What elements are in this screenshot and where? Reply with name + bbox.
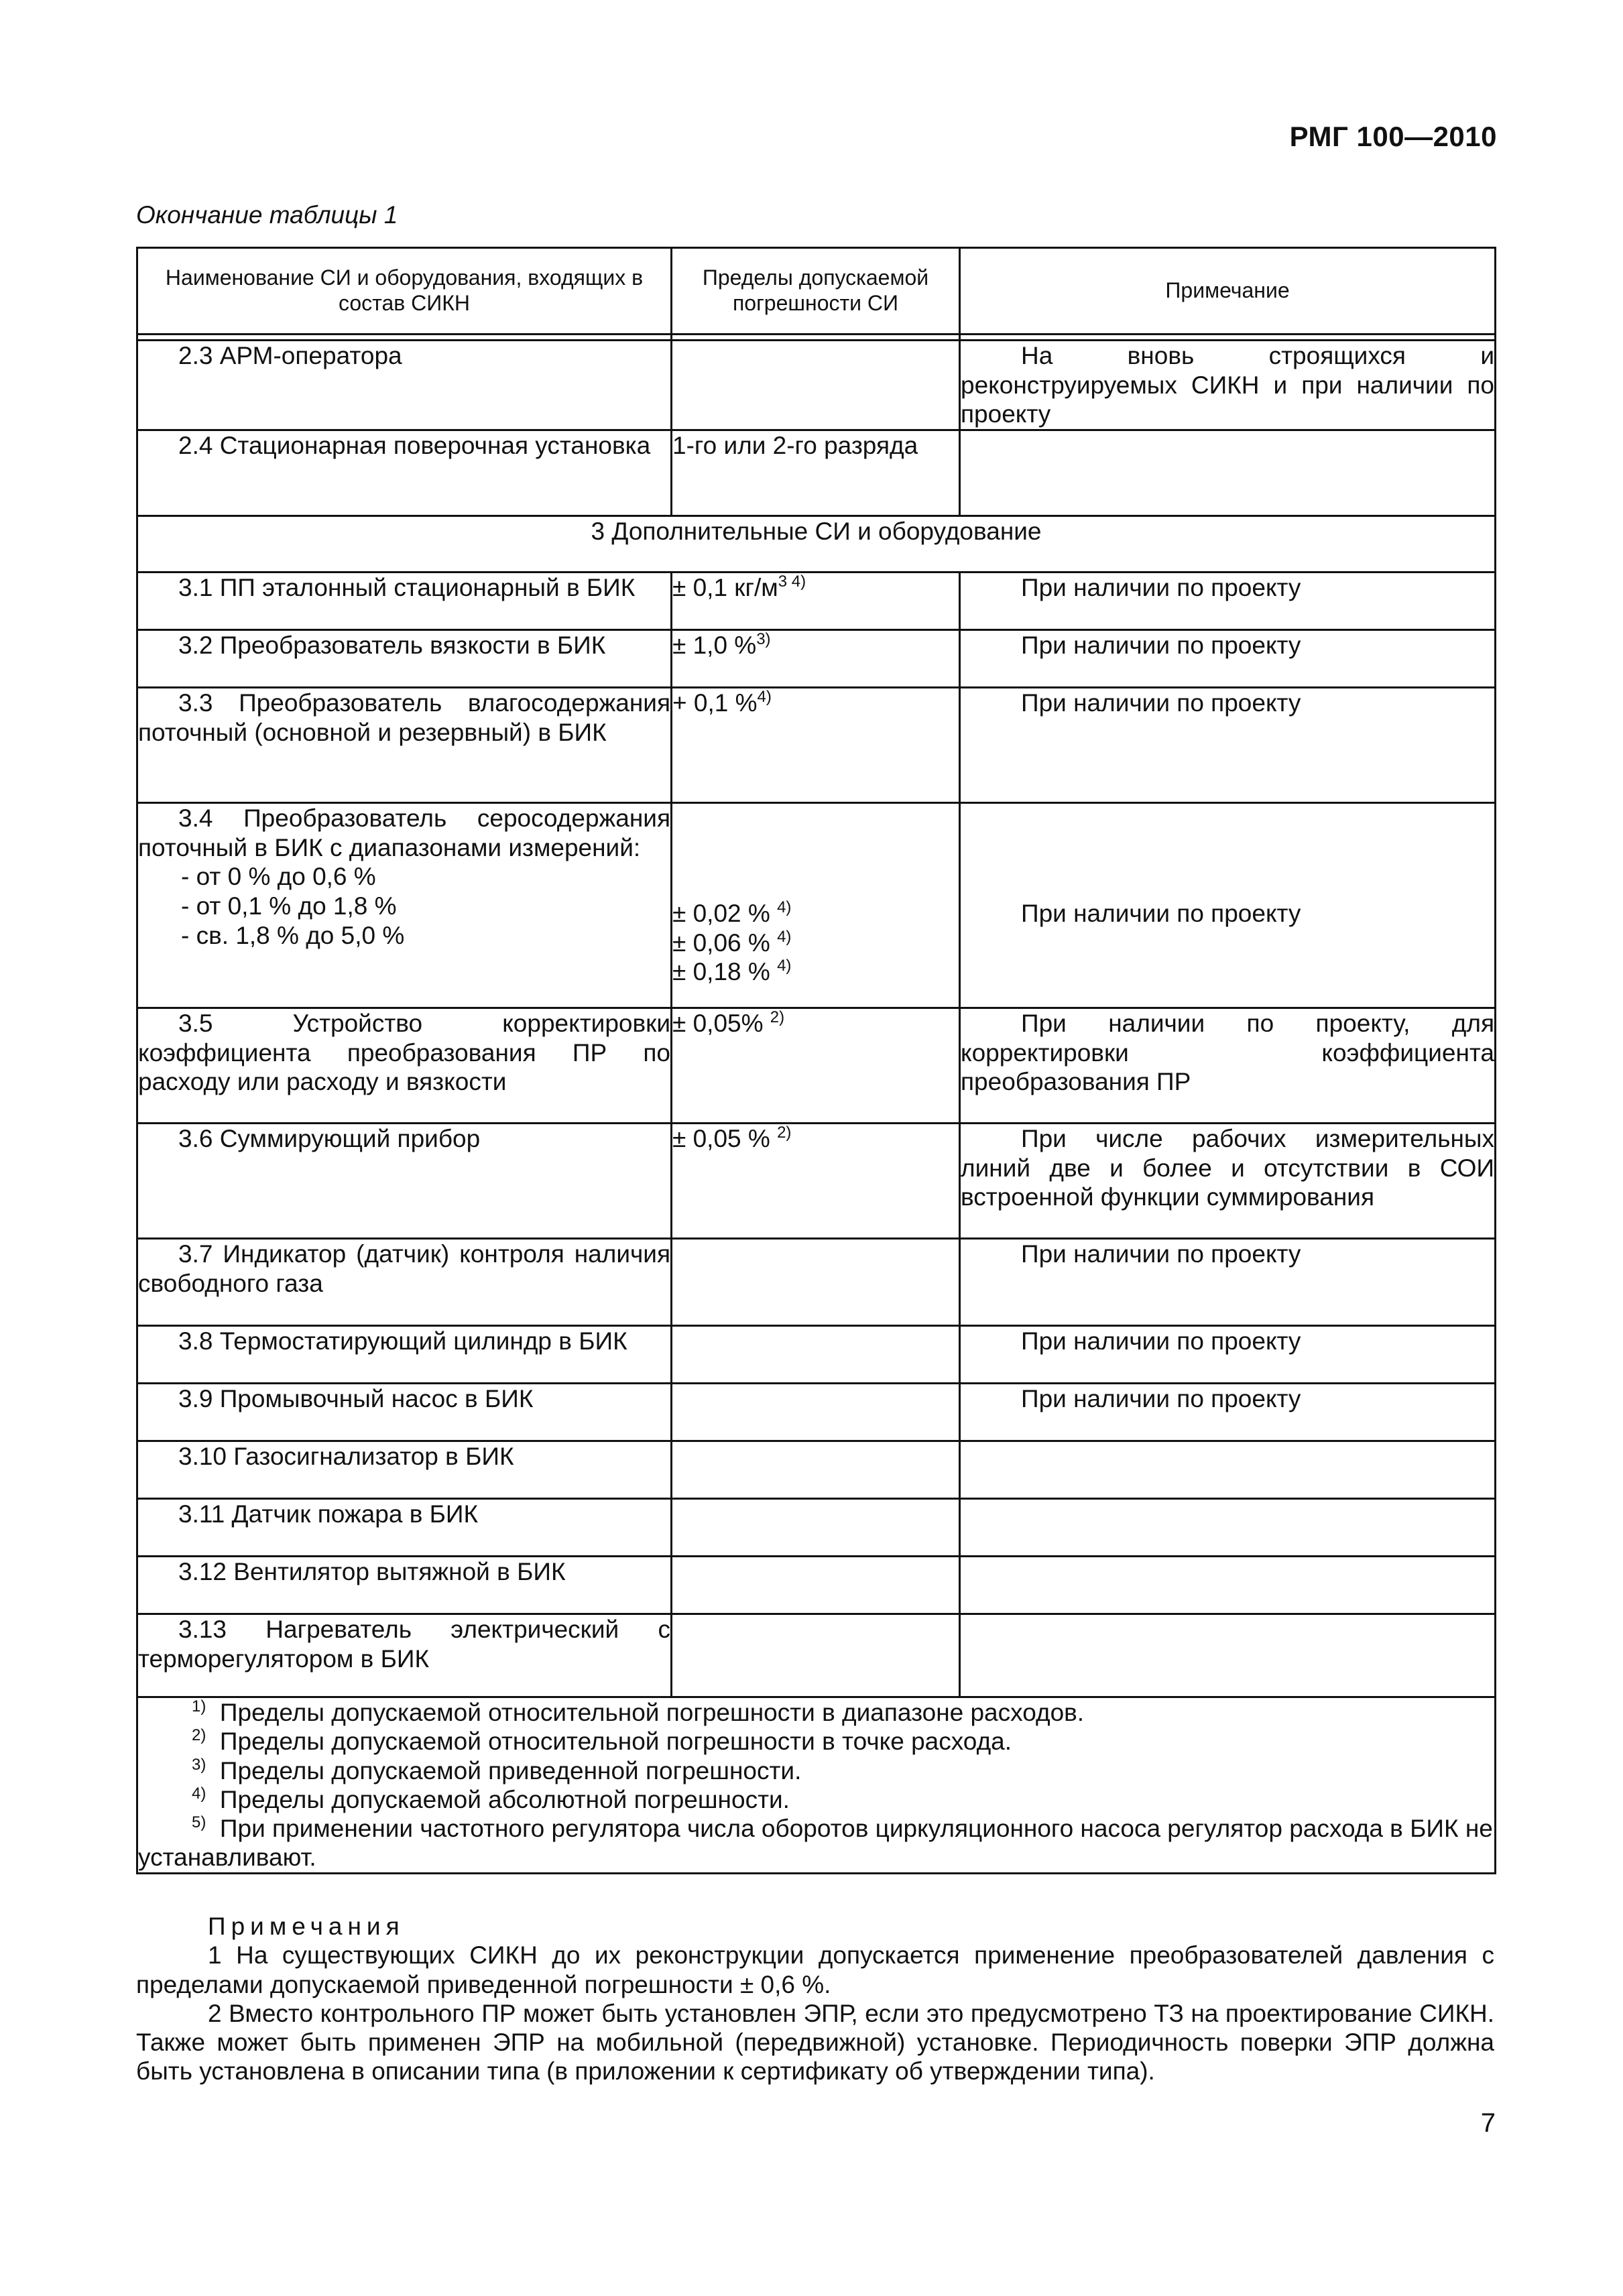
table-row (137, 1008, 1496, 1123)
row-note: При наличии по проекту (960, 1238, 1496, 1325)
row-name: 3.1 ПП эталонный стационарный в БИК (137, 572, 672, 629)
row-name: 3.7 Индикатор (датчик) контроля наличия свободного газа (137, 1238, 672, 1325)
note-item: 1 На существующих СИКН до их реконструкции допускается применение преобразователей давления с пределами допускаемой приведенной погрешности ± 0,6 %. (136, 1941, 1494, 1998)
row-note: При наличии по проекту (960, 572, 1496, 629)
footnote-ref: 4) (757, 687, 772, 706)
footnote: $^{3)}$ Пределы допускаемой приведенной погрешности. (192, 1755, 802, 1785)
row-name: 3.11 Датчик пожара в БИК (137, 1498, 672, 1556)
row-tolerance: ± 1,0 %$^{3)}$ (672, 629, 960, 687)
footnote-ref: 2) (777, 1123, 792, 1142)
row-tolerance (672, 1238, 960, 1325)
row-name: 3.8 Термостатирующий цилиндр в БИК (137, 1325, 672, 1383)
table-row (137, 1556, 1496, 1614)
table-footnotes (137, 1697, 1496, 1873)
row-name: 2.4 Стационарная поверочная установка (137, 430, 672, 516)
table-row (137, 1325, 1496, 1383)
column-header-note: Примечание (960, 248, 1496, 335)
row-tolerance (672, 1556, 960, 1614)
table-row (137, 802, 1496, 1008)
row-name: 3.2 Преобразователь вязкости в БИК (137, 629, 672, 687)
row-note (960, 1556, 1496, 1614)
row-tolerance (672, 1325, 960, 1383)
table-row (137, 572, 1496, 629)
table-row (137, 1123, 1496, 1238)
page-number: 7 (1480, 2108, 1496, 2138)
footnote-ref: 4) (777, 927, 792, 946)
footnotes-row (137, 1697, 1496, 1873)
row-tolerance: ± 0,02 % $^{4)}$ ± 0,06 % $^{4)}$ ± 0,18 % $^{4)}$ (672, 802, 960, 1008)
row-note: На вновь строящихся и реконструируемых СИКН и при наличии по проекту (960, 341, 1496, 430)
row-name: 3.13 Нагреватель электрический с терморегулятором в БИК (137, 1614, 672, 1697)
row-tolerance: ± 0,05% $^{2)}$ (672, 1008, 960, 1123)
table-row (137, 687, 1496, 802)
range-item: - св. 1,8 % до 5,0 % (181, 921, 405, 949)
row-note: При наличии по проекту (960, 629, 1496, 687)
footnote: $^{2)}$ Пределы допускаемой относительной погрешности в точке расхода. (192, 1726, 1012, 1756)
row-name: 3.5 Устройство корректировки коэффициента преобразования ПР по расходу или расходу и вязкости (137, 1008, 672, 1123)
table-row (137, 341, 1496, 430)
row-note (960, 1498, 1496, 1556)
row-tolerance: ± 0,1 $кг/м^{3 4)}$ (672, 572, 960, 629)
footnote: $^{1)}$ Пределы допускаемой относительной погрешности в диапазоне расходов. (192, 1697, 1085, 1726)
column-header-tolerance: Пределы допускаемой погрешности СИ (672, 248, 960, 335)
notes-title: Примечания (208, 1913, 405, 1940)
document-code: РМГ 100—2010 (1289, 121, 1497, 152)
footnote-ref: 2) (770, 1008, 785, 1026)
section-title: 3 Дополнительные СИ и оборудование (137, 516, 1496, 572)
range-item: - от 0 % до 0,6 % (181, 863, 376, 891)
row-name: 3.12 Вентилятор вытяжной в БИК (137, 1556, 672, 1614)
footnote: $^{5)}$ При применении частотного регулятора числа оборотов циркуляционного насоса регулятор расхода в БИК не устанавливают. (138, 1813, 1493, 1872)
row-note: При наличии по проекту, для корректировки коэффициента преобразования ПР (960, 1008, 1496, 1123)
table-row (137, 1383, 1496, 1441)
table-row (137, 629, 1496, 687)
footnote: $^{4)}$ Пределы допускаемой абсолютной погрешности. (192, 1784, 790, 1813)
row-note: При наличии по проекту (960, 802, 1496, 1008)
table-caption: Окончание таблицы 1 (136, 201, 398, 229)
row-tolerance: 1-го или 2-го разряда (672, 430, 960, 516)
footnote-ref: 3 4) (778, 572, 806, 591)
column-header-name: Наименование СИ и оборудования, входящих в состав СИКН (137, 248, 672, 335)
footnote-ref: 3) (756, 629, 771, 648)
row-tolerance (672, 341, 960, 430)
row-tolerance (672, 1498, 960, 1556)
range-item: - от 0,1 % до 1,8 % (181, 892, 397, 920)
table-row (137, 1238, 1496, 1325)
row-tolerance: + 0,1 %$^{4)}$ (672, 687, 960, 802)
table-row (137, 1498, 1496, 1556)
row-tolerance: ± 0,05 % $^{2)}$ (672, 1123, 960, 1238)
row-name: 3.9 Промывочный насос в БИК (137, 1383, 672, 1441)
row-name: 2.3 АРМ-оператора (137, 341, 672, 430)
row-note: При наличии по проекту (960, 1325, 1496, 1383)
row-note (960, 1614, 1496, 1697)
row-tolerance (672, 1441, 960, 1498)
footnote-ref: 4) (777, 898, 792, 916)
row-name: 3.10 Газосигнализатор в БИК (137, 1441, 672, 1498)
note-item: 2 Вместо контрольного ПР может быть установлен ЭПР, если это предусмотрено ТЗ на проектирование СИКН. Также может быть применен ЭПР на мобильной (передвижной) установке. Периодичность поверки ЭПР должна быть установлена в описании типа (в приложении к сертификату об утверждении типа). (136, 1999, 1494, 2086)
table-header-row (137, 248, 1496, 335)
table-row (137, 430, 1496, 516)
table-row (137, 1614, 1496, 1697)
table-row (137, 1441, 1496, 1498)
row-name: 3.3 Преобразователь влагосодержания поточный (основной и резервный) в БИК (137, 687, 672, 802)
notes-block (136, 1912, 1494, 2086)
equipment-table (136, 247, 1496, 1874)
row-note (960, 430, 1496, 516)
row-note: При наличии по проекту (960, 687, 1496, 802)
section-row (137, 516, 1496, 572)
header-separator (137, 335, 1496, 341)
row-tolerance (672, 1383, 960, 1441)
footnote-ref: 4) (777, 957, 792, 975)
row-name: 3.6 Суммирующий прибор (137, 1123, 672, 1238)
row-note: При наличии по проекту (960, 1383, 1496, 1441)
row-note (960, 1441, 1496, 1498)
row-note: При числе рабочих измерительных линий две и более и отсутствии в СОИ встроенной функции суммирования (960, 1123, 1496, 1238)
row-tolerance (672, 1614, 960, 1697)
row-name: 3.4 Преобразователь серосодержания поточный в БИК с диапазонами измерений: - от 0 % до 0,6 % - от 0,1 % до 1,8 % - св. 1,8 % до 5,0 % (137, 802, 672, 1008)
